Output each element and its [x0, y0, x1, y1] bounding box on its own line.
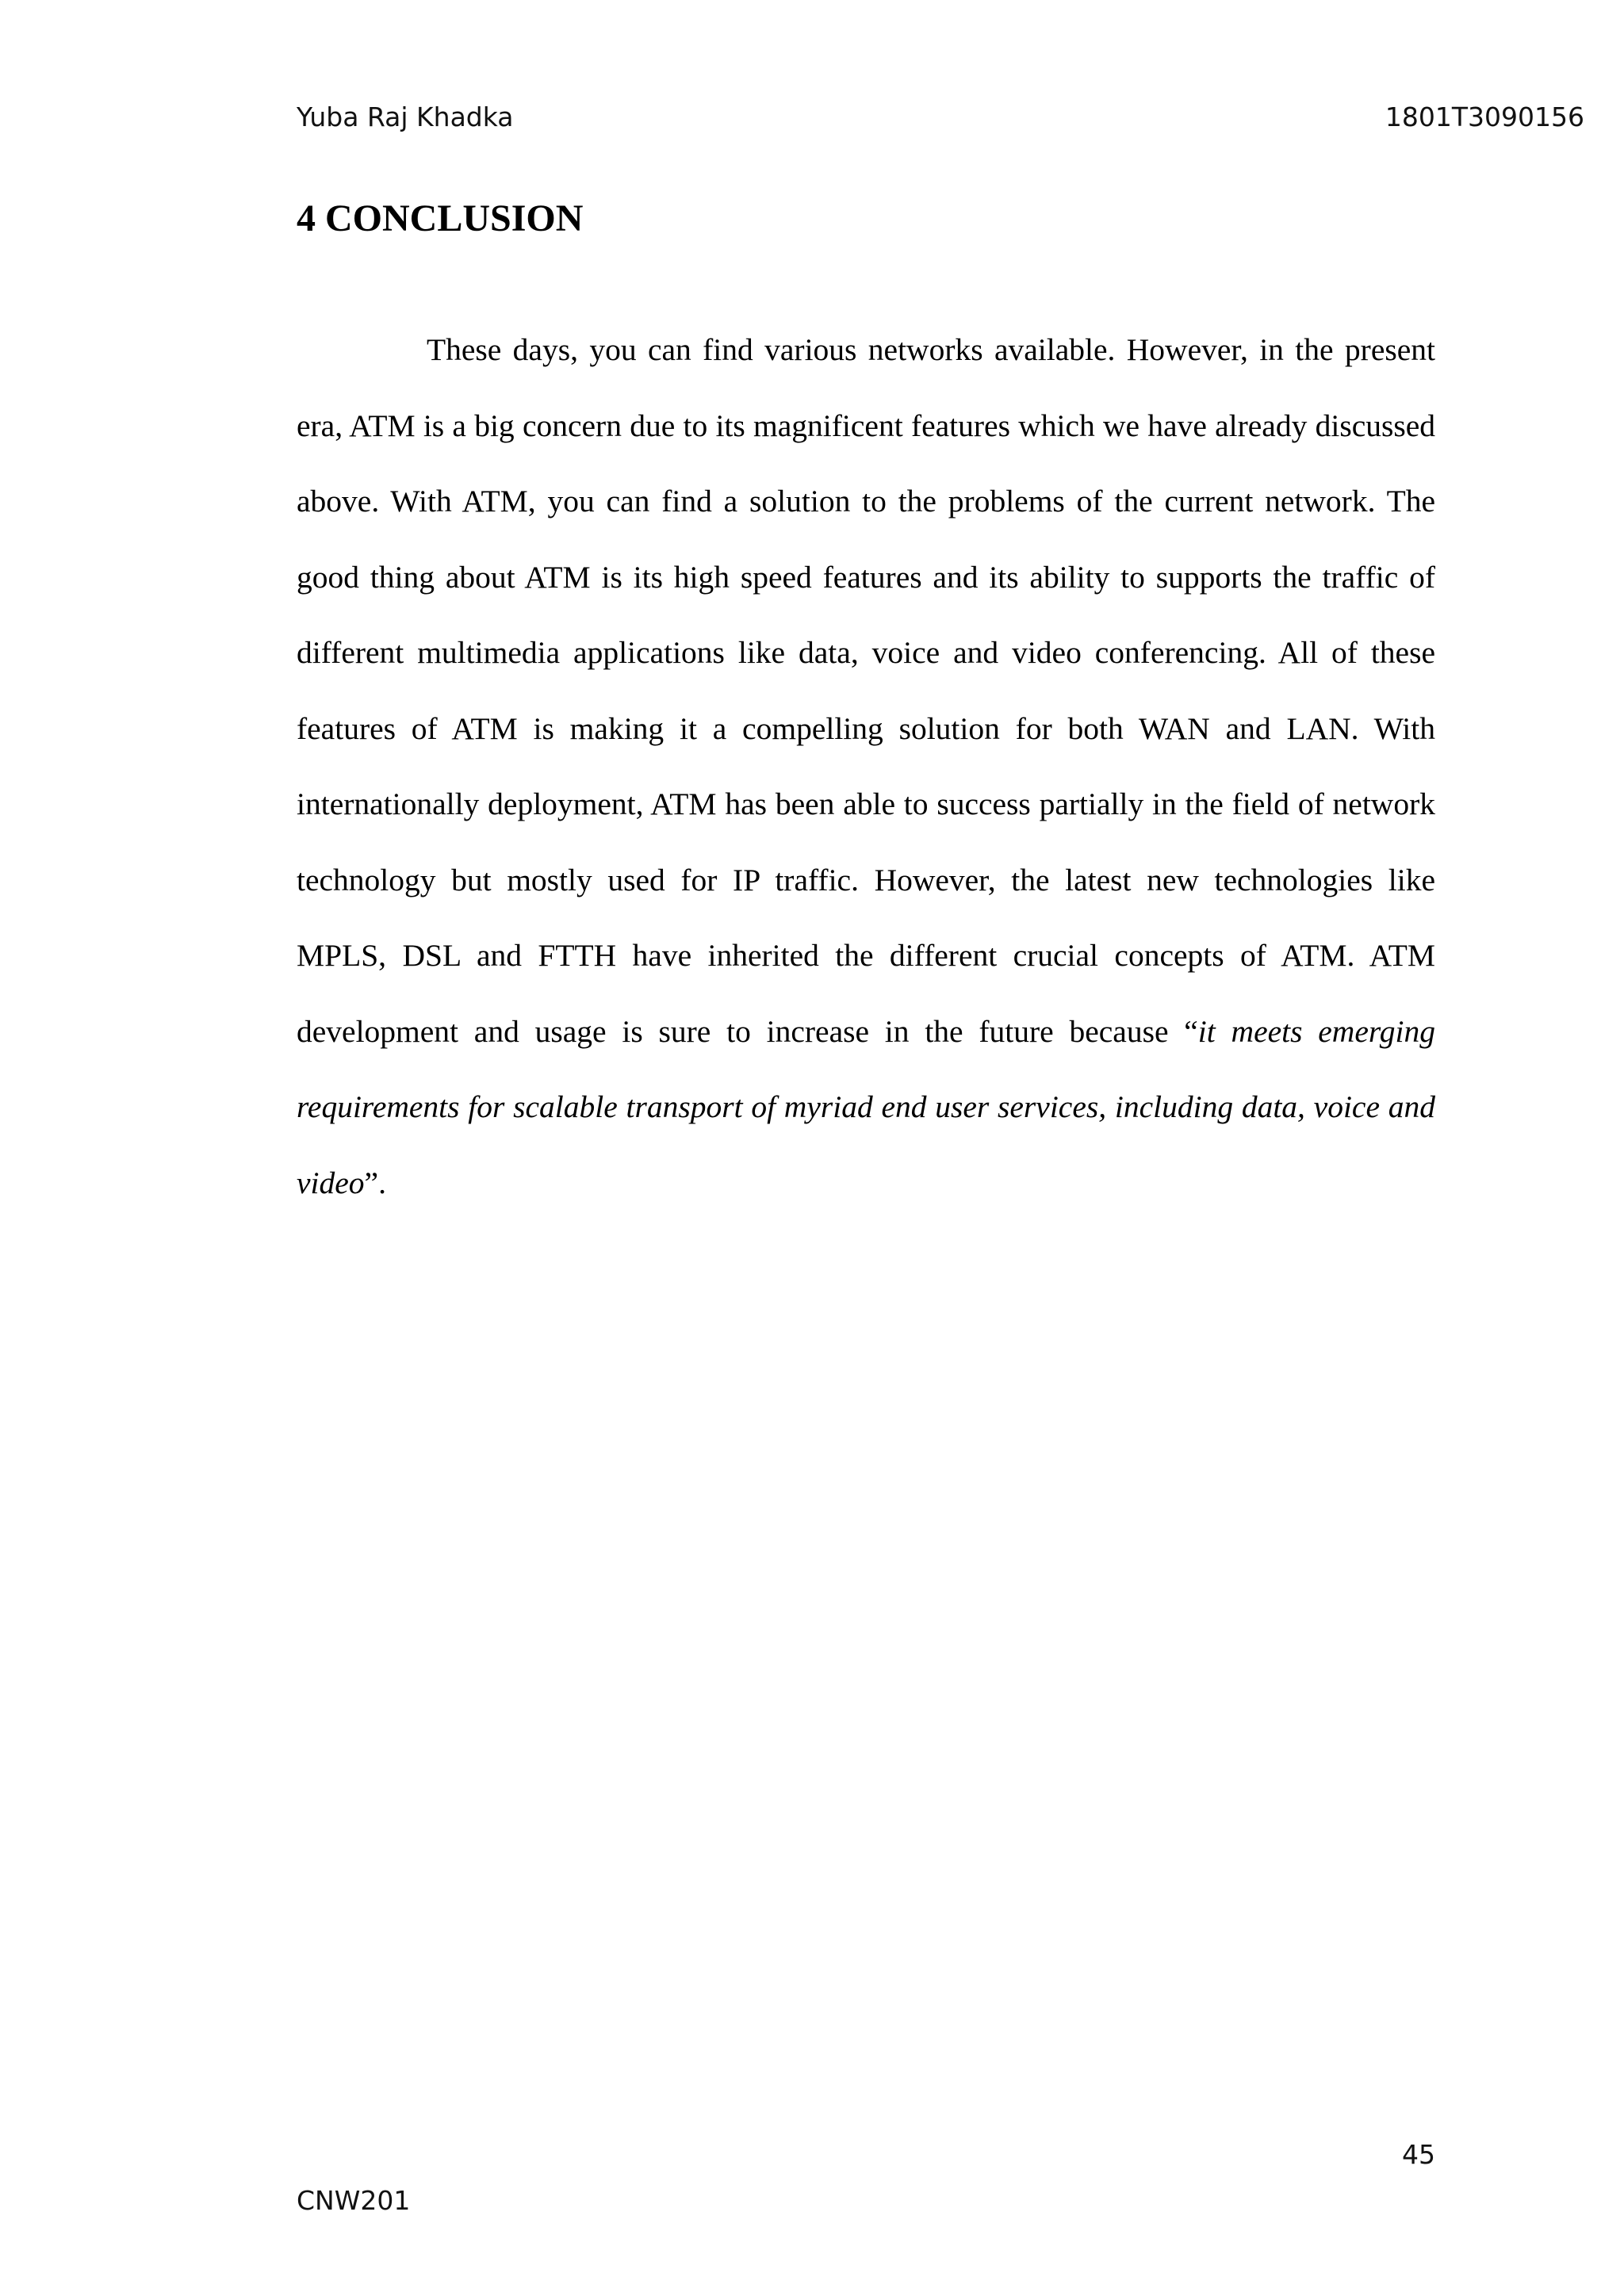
section-heading: 4 CONCLUSION: [297, 197, 584, 239]
paragraph-text: These days, you can find various networks available. However, in the present era, ATM is a big concern due to its magnificent features which we have already discussed above. With ATM, you can find a solution to the problems of the current network. The good thing about ATM is its high speed features and its ability to supports the traffic of different multimedia applications like data, voice and video conferencing. All of these features of ATM is making it a compelling solution for both WAN and LAN. With internationally deployment, ATM has been able to success partially in the field of network technology but mostly used for IP traffic. However, the latest new technologies like MPLS, DSL and FTTH have inherited the different crucial concepts of ATM. ATM development and usage is sure to increase in the future because “: [297, 332, 1435, 1049]
header-student-id: 1801T3090156: [1385, 101, 1584, 132]
footer-course-code: CNW201: [297, 2185, 411, 2216]
page-number: 45: [1402, 2139, 1435, 2170]
header-author: Yuba Raj Khadka: [297, 101, 514, 132]
conclusion-paragraph: [297, 312, 1435, 1221]
paragraph-ending: ”.: [364, 1165, 386, 1200]
quoted-text: it meets emerging requirements for scalable transport of myriad end user services, including data, voice and video: [297, 1013, 1435, 1200]
